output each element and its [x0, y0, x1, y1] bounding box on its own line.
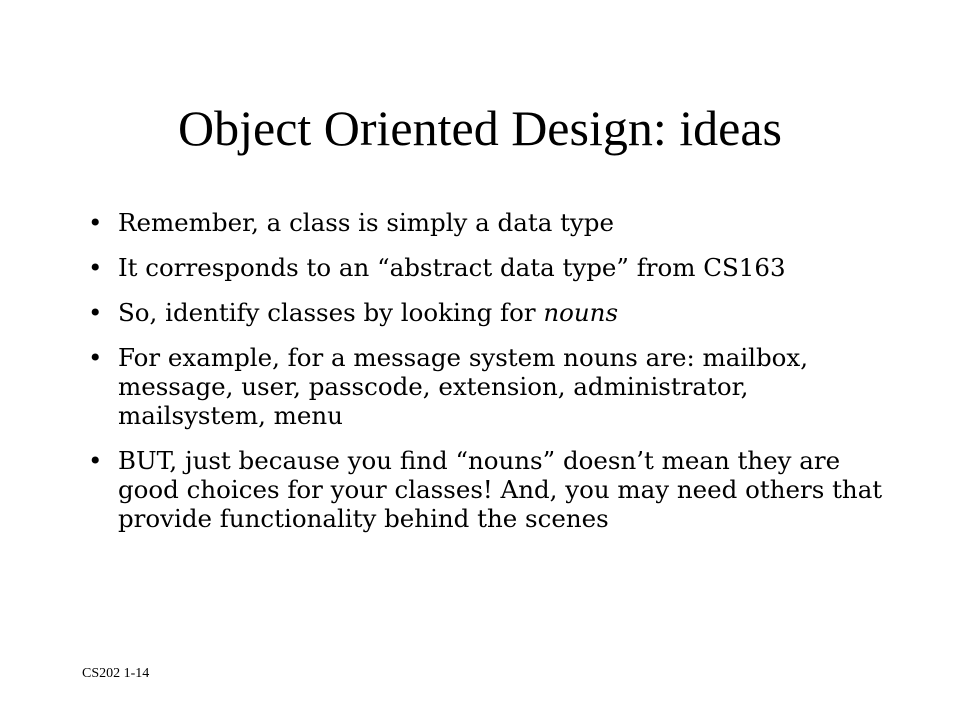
slide-footer: CS202 1-14	[82, 666, 150, 681]
bullet-text	[118, 298, 618, 327]
bullet-list	[88, 208, 888, 549]
bullet-icon: •	[88, 253, 103, 282]
bullet-text: BUT, just because you find “nouns” doesn’t mean they are good choices for your classes! And, you may need others that provide functionality behind the scenes	[118, 446, 883, 533]
bullet-item	[88, 298, 888, 327]
bullet-text: It corresponds to an “abstract data type” from CS163	[118, 253, 786, 282]
bullet-icon: •	[88, 298, 103, 327]
slide-title: Object Oriented Design: ideas	[178, 100, 782, 156]
bullet-text-emphasis: nouns	[543, 298, 619, 327]
bullet-icon: •	[88, 446, 103, 475]
bullet-text: For example, for a message system nouns are: mailbox, message, user, passcode, extension, administrator, mailsystem, menu	[118, 343, 809, 430]
bullet-item	[88, 208, 888, 237]
bullet-item	[88, 253, 888, 282]
bullet-item	[88, 343, 888, 430]
bullet-text: Remember, a class is simply a data type	[118, 208, 614, 237]
bullet-text-plain: So, identify classes by looking for	[118, 298, 544, 327]
bullet-icon: •	[88, 343, 103, 372]
bullet-icon: •	[88, 208, 103, 237]
bullet-item	[88, 446, 888, 533]
